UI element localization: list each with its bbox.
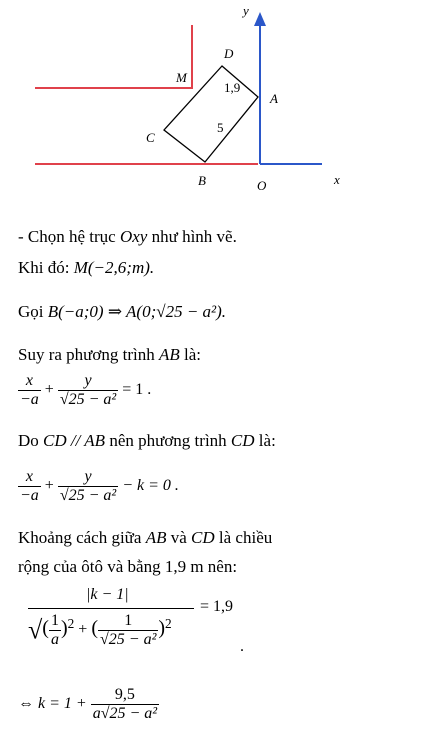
line-equation-CD-intro: Do CD // AB nên phương trình CD là:: [18, 431, 276, 450]
distance-dot: .: [240, 638, 244, 655]
line-point-B: Gọi B(−a;0) ⇒ A(0;√25 − a²).: [18, 302, 227, 321]
line-point-M: Khi đó: M(−2,6;m).: [18, 258, 155, 277]
label-M: M: [176, 70, 187, 85]
line-distance-2: rộng của ôtô và bằng 1,9 m nên:: [18, 557, 238, 576]
label-D: D: [224, 46, 234, 61]
line-equation-AB-intro: Suy ra phương trình AB là:: [18, 345, 202, 364]
label-width: 1,9: [224, 80, 241, 95]
line-distance-1: Khoảng cách giữa AB và CD là chiều: [18, 528, 273, 547]
equation-CD: $\frac{x}{-a}$ + $\frac{y}{\text{√25 − a²}}$ − k = 0 .: [20, 468, 179, 504]
distance-numerator: |k − 1|: [86, 586, 129, 603]
label-y: y: [243, 3, 249, 18]
fraction-bar: [28, 608, 194, 609]
y-axis-arrow: [254, 12, 266, 26]
label-length: 5: [217, 120, 224, 135]
line-choose-axes: - Chọn hệ trục Oxy như hình vẽ.: [18, 227, 237, 246]
distance-rhs: = 1,9: [200, 598, 234, 615]
label-C: C: [146, 130, 155, 145]
label-B: B: [198, 173, 206, 188]
equation-distance: [28, 584, 428, 674]
label-x: x: [334, 172, 340, 187]
label-O: O: [257, 178, 267, 193]
coordinate-diagram: [0, 0, 437, 200]
distance-denominator: √( $\frac{1}{a}$ )$^2$ + ( $\frac{1}{\text{√25 − a²}}$ )$^2$: [28, 612, 172, 648]
road-corner: [35, 25, 192, 88]
equation-AB: $\frac{x}{-a}$ + $\frac{y}{\text{√25 − a²}}$ = 1 .: [20, 372, 152, 408]
label-A: A: [270, 91, 278, 106]
equation-k: ⇔ k = 1 + $\frac{9,5}{\text{a√25 − a²}}$: [18, 686, 158, 722]
